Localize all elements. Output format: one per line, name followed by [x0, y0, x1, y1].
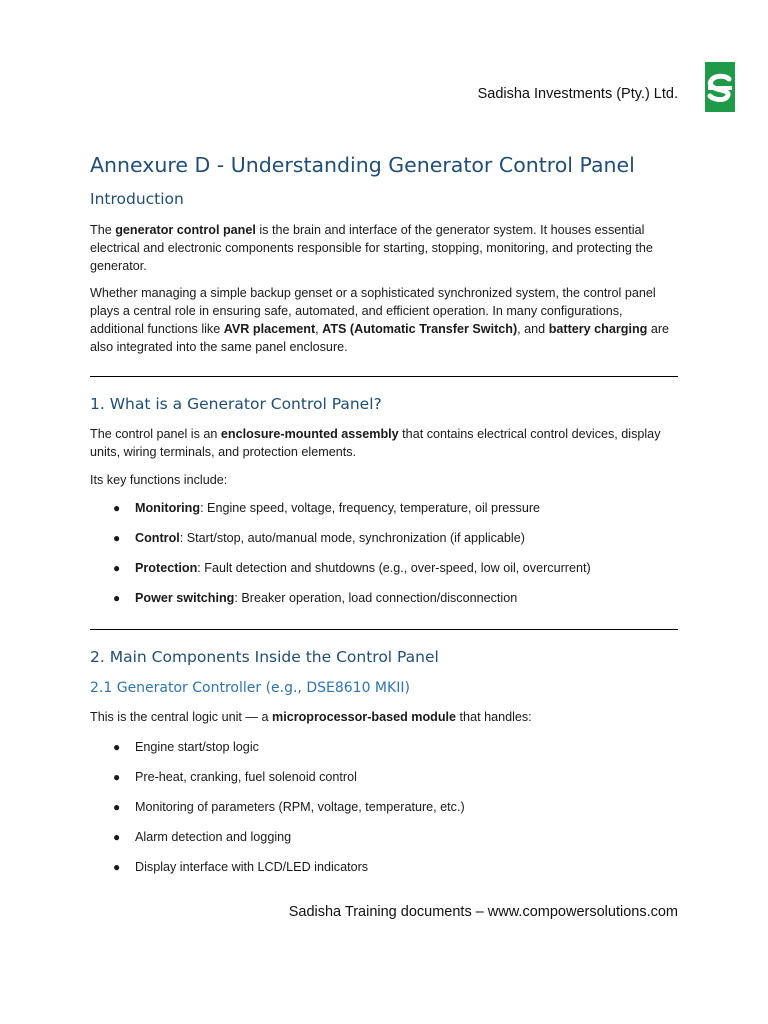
list-item: ● Control: Start/stop, auto/manual mode, synchronization (if applicable): [113, 531, 525, 545]
company-logo: [705, 62, 735, 112]
bullet-icon: ●: [113, 561, 121, 575]
list-item: ● Power switching: Breaker operation, load connection/disconnection: [113, 591, 518, 605]
list-item: ● Monitoring of parameters (RPM, voltage, temperature, etc.): [113, 800, 465, 814]
introduction-heading: Introduction: [90, 190, 184, 208]
document-title: Annexure D - Understanding Generator Control Panel: [90, 153, 635, 177]
bullet-icon: ●: [113, 800, 121, 814]
list-item: ● Engine start/stop logic: [113, 740, 259, 754]
controller-functions-list: [90, 738, 678, 876]
section-2-paragraph-1: This is the central logic unit — a microprocessor-based module that handles:: [90, 710, 532, 724]
section-1-heading: 1. What is a Generator Control Panel?: [90, 395, 382, 413]
list-item: ● Monitoring: Engine speed, voltage, frequency, temperature, oil pressure: [113, 501, 541, 515]
bullet-icon: ●: [113, 501, 121, 515]
list-item: ● Alarm detection and logging: [113, 830, 292, 844]
bullet-icon: ●: [113, 531, 121, 545]
logo-bar: [708, 86, 732, 90]
intro-paragraph-2: Whether managing a simple backup genset or a sophisticated synchronized system, the control panel plays a central role in ensuring safe, automated, and efficient operation. In many configurations, additional functions like AVR placement, ATS (Automatic Transfer Switch), and battery charging are also integrated into the same panel enclosure.: [90, 286, 670, 354]
list-item: ● Protection: Fault detection and shutdowns (e.g., over-speed, low oil, overcurrent): [113, 561, 591, 575]
bullet-icon: ●: [113, 740, 121, 754]
footer-text: Sadisha Training documents – www.compowersolutions.com: [288, 904, 678, 920]
header-company-name: Sadisha Investments (Pty.) Ltd.: [477, 86, 678, 102]
document-body: [90, 150, 678, 876]
list-item: ● Pre-heat, cranking, fuel solenoid control: [113, 770, 357, 784]
bullet-icon: ●: [113, 591, 121, 605]
bullet-icon: ●: [113, 830, 121, 844]
bullet-icon: ●: [113, 860, 121, 874]
list-item: ● Display interface with LCD/LED indicators: [113, 860, 369, 874]
subsection-2-1-heading: 2.1 Generator Controller (e.g., DSE8610 MKII): [90, 680, 410, 696]
section-2-heading: 2. Main Components Inside the Control Panel: [90, 648, 439, 666]
section-divider-1: [90, 376, 678, 377]
intro-paragraph-1: The generator control panel is the brain and interface of the generator system. It houses essential electrical and electronic components responsible for starting, stopping, monitoring, and protecting the generator.: [90, 223, 653, 273]
section-1-paragraph-2: Its key functions include:: [90, 473, 228, 487]
section-1-paragraph-1: The control panel is an enclosure-mounted assembly that contains electrical control devices, display units, wiring terminals, and protection elements.: [90, 427, 661, 459]
bullet-icon: ●: [113, 770, 121, 784]
key-functions-list: [90, 499, 678, 607]
section-divider-2: [90, 629, 678, 630]
